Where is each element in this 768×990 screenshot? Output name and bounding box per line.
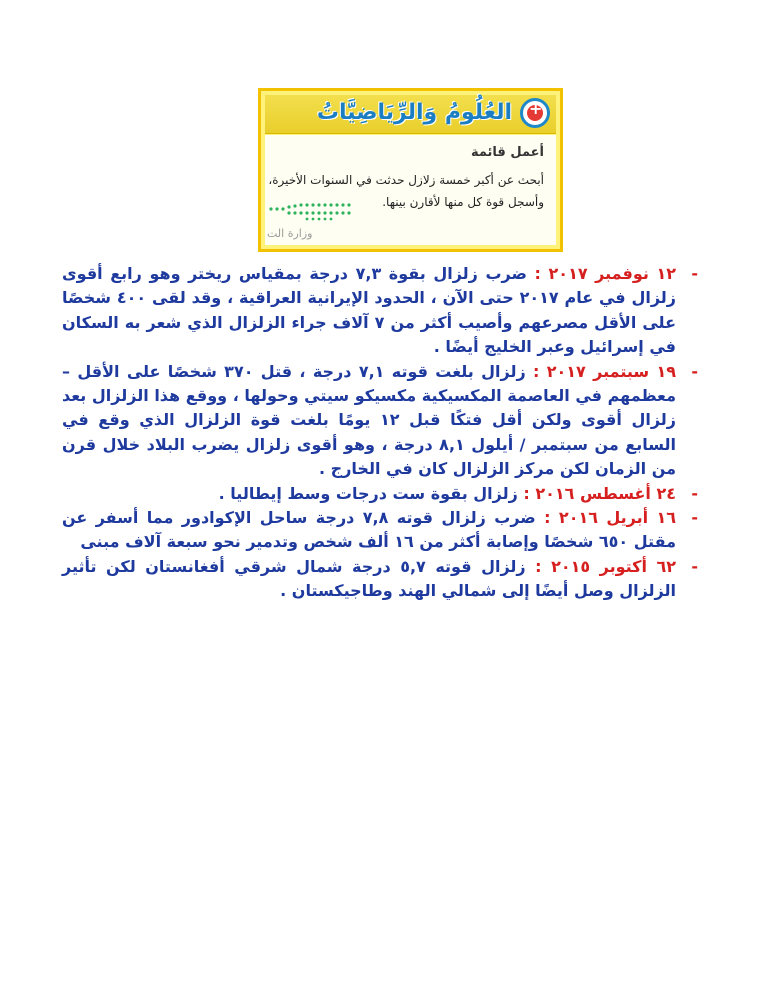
item-date: ٦٢ أكتوبر ٢٠١٥ : [535,556,677,576]
bullet-dash: - [691,556,698,576]
list-item [62,360,702,482]
watermark-text: وزارة الت [267,227,313,240]
list-item [62,555,702,604]
textbook-excerpt-image [258,88,563,252]
item-date: ١٢ نوفمبر ٢٠١٧ : [534,264,677,283]
item-text: ضرب زلزال قوته ٧,٨ درجة ساحل الإكوادور مما أسفر عن مقتل ٦٥٠ شخصًا وإصابة أكثر من ١٦ ألف شخص وتدمير نحو سبعة آلاف مبنى [62,508,676,552]
item-date: ١٦ أبريل ٢٠١٦ : [544,508,677,528]
banner-body [265,135,556,245]
earthquake-list [62,262,702,604]
banner-line-1: أبحث عن أكبر خمسة زلازل حدثت في السنوات الأخيرة، [268,173,544,187]
math-science-icon [520,98,550,128]
bullet-dash: - [691,508,698,528]
item-text: زلزال بلغت قوته ٧,١ درجة ، قتل ٣٧٠ شخصًا على الأقل – معظمهم في العاصمة المكسيكية مكسيكو سيتي وحولها ، ووقع هذا الزلزال بعد زلزال أقوى ولكن أقل فتكًا قبل ١٢ يومًا بلغت قوة الزلزال الذي وقع في السابع من سبتمبر / أيلول ٨,١ درجة ، وهو أقوى زلزال يضرب البلاد خلال قرن من الزمان لكن مركز الزلزال كان في الخارج . [62,361,677,479]
bullet-dash: - [691,483,698,503]
item-date: ٢٤ أغسطس ٢٠١٦ : [523,483,676,503]
bullet-dash: - [691,361,698,381]
item-text: ضرب زلزال بقوة ٧,٣ درجة بمقياس ريختر وهو رابع أقوى زلزال في عام ٢٠١٧ حتى الآن ، الحدود الإيرانية العراقية ، وقد لقى ٤٠٠ شخصًا على الأقل مصرعهم وأصيب أكثر من ٧ آلاف جراء الزلزال الذي شعر به السكان في إسرائيل وعبر الخليج أيضًا . [62,264,677,357]
banner-subtitle: أعمل قائمة [470,145,544,160]
item-text: زلزال بقوة ست درجات وسط إيطاليا . [218,483,524,503]
list-item [62,506,702,555]
banner-title-bar [265,95,556,134]
ministry-logo-watermark [267,197,355,221]
banner-line-2: وأسجل قوة كل منها لأقارن بينها. [382,195,544,209]
item-text: زلزال قوته ٥,٧ درجة شمال شرقي أفغانستان لكن تأثير الزلزال وصل أيضًا إلى شمالي الهند وطاجيكستان . [62,556,676,601]
bullet-dash: - [691,264,698,283]
list-item [62,262,702,360]
item-date: ١٩ سبتمبر ٢٠١٧ : [533,361,677,381]
list-item [62,482,702,506]
banner-title: العُلُومُ وَالرِّيَاضِيَّاتُ [316,100,512,125]
